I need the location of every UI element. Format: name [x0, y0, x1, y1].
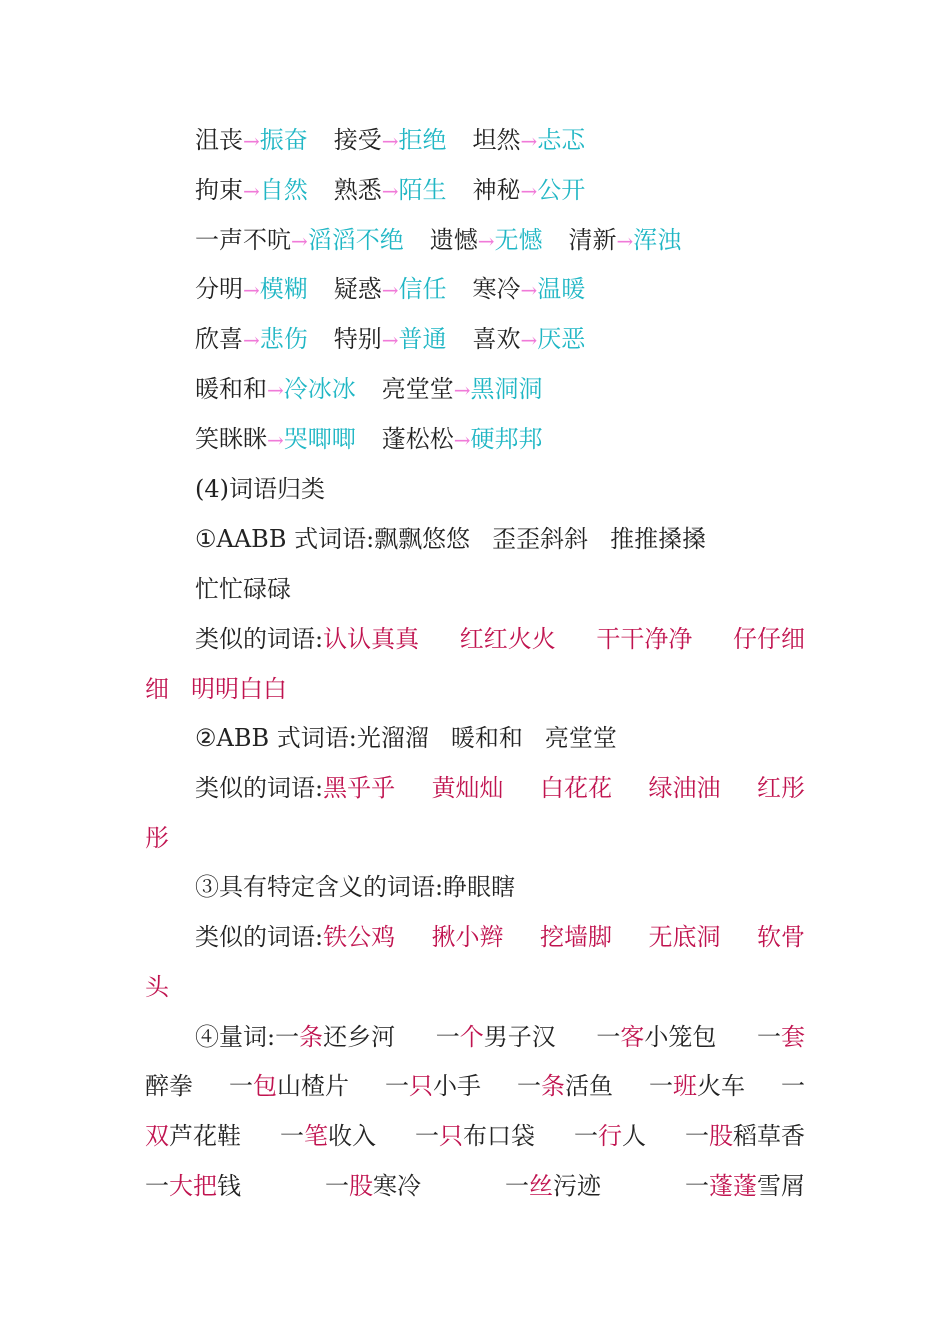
antonym-row [145, 269, 805, 309]
measure-item [229, 1066, 349, 1106]
measure-text: 火车 [697, 1072, 745, 1100]
antonym-word: 忐忑 [537, 126, 586, 154]
antonym-word: 无憾 [494, 225, 543, 254]
measure-word: 只 [409, 1072, 433, 1100]
abb-word: 暖和和 [450, 724, 523, 752]
measure-text: 小笼包 [644, 1023, 717, 1051]
similar-label: 类似的词语: [195, 774, 324, 802]
antonym-row [145, 419, 805, 459]
measure-text: 人 [622, 1122, 646, 1150]
measure-text: 一 [649, 1072, 673, 1100]
measure-word: 个 [459, 1023, 484, 1051]
arrow-icon: → [520, 178, 538, 203]
antonym-row [145, 319, 805, 359]
antonym-pair [473, 170, 586, 211]
arrow-icon: → [477, 228, 495, 253]
measure-word: 大把 [169, 1172, 217, 1200]
measure-line [145, 1166, 805, 1206]
similar-word: 明明白白 [191, 675, 287, 703]
measure-text: 雪屑 [757, 1172, 805, 1200]
word: 拘束 [195, 175, 243, 204]
measure-text: 一 [385, 1072, 409, 1100]
antonym-pair [195, 369, 356, 410]
measure-item [574, 1116, 646, 1156]
measure-item [145, 1166, 241, 1206]
antonym-pair [473, 269, 586, 310]
measure-word: 条 [299, 1023, 324, 1051]
arrow-icon: → [267, 378, 284, 402]
measure-label: ④量词: [195, 1023, 276, 1051]
measure-text: 一 [145, 1172, 169, 1200]
aabb-word: 忙忙碌碌 [195, 575, 291, 603]
antonym-pair [195, 220, 404, 261]
arrow-icon: → [381, 178, 399, 203]
measure-item [596, 1017, 716, 1057]
word: 欣喜 [195, 325, 243, 354]
aabb-similar-line-2 [145, 669, 805, 709]
measure-text: 一 [415, 1122, 439, 1150]
similar-word: 无底洞 [648, 923, 721, 951]
abb-label: ②ABB 式词语: [195, 724, 357, 752]
abb-word: 亮堂堂 [544, 724, 617, 752]
similar-word: 红红火火 [459, 625, 556, 653]
section-heading [145, 469, 805, 509]
measure-item [685, 1116, 805, 1156]
antonym-pair [430, 220, 543, 261]
antonym-pair [382, 419, 543, 460]
antonym-word: 冷冰冰 [283, 375, 356, 403]
measure-text: 一 [325, 1172, 349, 1200]
abb-similar-line-2 [145, 818, 805, 858]
measure-word: 丝 [529, 1172, 553, 1200]
measure-item [436, 1017, 556, 1057]
aabb-label: ①AABB 式词语: [195, 525, 375, 553]
section-heading-text: (4)词语归类 [195, 475, 325, 503]
antonym-word: 普通 [398, 325, 447, 354]
measure-word: 客 [620, 1023, 645, 1051]
measure-text: 还乡河 [323, 1023, 396, 1051]
similar-word: 黄灿灿 [431, 774, 504, 802]
similar-label: 类似的词语: [195, 923, 324, 951]
measure-text: 一 [781, 1072, 805, 1100]
antonym-word: 厌恶 [537, 325, 586, 354]
word: 清新 [568, 225, 617, 254]
word: 熟悉 [333, 175, 382, 204]
word: 一声不吭 [195, 225, 291, 254]
measure-item [505, 1166, 601, 1206]
word: 遗憾 [429, 225, 478, 254]
aabb-word: 飘飘悠悠 [374, 525, 471, 553]
measure-text: 小手 [433, 1072, 481, 1100]
antonym-word: 温暖 [537, 275, 586, 304]
special-similar-line-2 [145, 967, 805, 1007]
abb-similar-line [145, 768, 805, 808]
antonym-pair [334, 269, 447, 310]
similar-word: 细 [145, 675, 169, 703]
measure-item [517, 1066, 613, 1106]
measure-text: 山楂片 [277, 1072, 349, 1100]
abb-word: 光溜溜 [356, 724, 429, 752]
measure-text: 醉拳 [145, 1072, 193, 1100]
antonym-row [145, 369, 805, 409]
antonym-pair [382, 369, 543, 410]
word: 神秘 [472, 175, 521, 204]
similar-word: 仔仔细 [732, 625, 805, 653]
antonym-word: 拒绝 [398, 126, 447, 154]
antonym-pair [334, 319, 447, 360]
measure-text: 一 [275, 1023, 300, 1051]
similar-word: 软骨 [756, 923, 805, 951]
antonym-pair [473, 120, 586, 161]
antonym-pair [334, 170, 447, 211]
special-similar-line [145, 917, 805, 957]
measure-item [385, 1066, 481, 1106]
antonym-pair [195, 419, 356, 460]
measure-item [415, 1116, 535, 1156]
measure-text: 一 [596, 1023, 621, 1051]
measure-line [145, 1017, 805, 1057]
measure-word: 班 [673, 1072, 697, 1100]
similar-word: 黑乎乎 [323, 774, 396, 802]
aabb-line-2 [145, 569, 805, 609]
arrow-icon: → [453, 427, 471, 452]
aabb-line [145, 519, 805, 559]
measure-word: 只 [439, 1122, 463, 1150]
aabb-word: 推推搡搡 [610, 525, 707, 553]
arrow-icon: → [291, 228, 308, 253]
antonym-row [145, 220, 805, 260]
antonym-word: 悲伤 [259, 325, 308, 354]
measure-line [145, 1066, 805, 1106]
antonym-word: 模糊 [259, 275, 308, 304]
similar-word: 铁公鸡 [323, 923, 396, 951]
word: 蓬松松 [381, 424, 454, 453]
measure-text: 稻草香 [733, 1122, 805, 1150]
antonym-row [145, 120, 805, 160]
word: 沮丧 [195, 126, 243, 154]
word: 分明 [195, 275, 243, 304]
special-line [145, 867, 805, 907]
measure-text: 活鱼 [565, 1072, 613, 1100]
antonym-word: 浑浊 [633, 225, 682, 254]
antonym-pair [195, 120, 308, 161]
arrow-icon: → [520, 328, 538, 353]
arrow-icon: → [381, 328, 399, 353]
measure-text: 污迹 [553, 1172, 601, 1200]
similar-word: 揪小辫 [431, 923, 504, 951]
similar-word: 挖墙脚 [540, 923, 613, 951]
measure-text: 男子汉 [483, 1023, 556, 1051]
word: 笑眯眯 [195, 424, 267, 453]
arrow-icon: → [267, 427, 284, 452]
measure-text: 一 [685, 1172, 709, 1200]
measure-text: 一 [435, 1023, 460, 1051]
measure-text: 芦花鞋 [169, 1122, 241, 1150]
similar-word: 红彤 [756, 774, 805, 802]
arrow-icon: → [520, 278, 538, 303]
antonym-row [145, 170, 805, 210]
antonym-pair [473, 319, 586, 360]
measure-word: 包 [253, 1072, 277, 1100]
antonym-word: 自然 [259, 175, 308, 204]
antonym-pair [334, 120, 447, 161]
arrow-icon: → [243, 328, 260, 353]
similar-word: 绿油油 [648, 774, 721, 802]
antonym-word: 哭唧唧 [283, 424, 356, 453]
measure-text: 寒冷 [373, 1172, 421, 1200]
word: 特别 [333, 325, 382, 354]
word: 暖和和 [195, 375, 267, 403]
antonym-pair [195, 319, 308, 360]
special-label: ③具有特定含义的词语: [195, 873, 444, 901]
measure-word: 股 [349, 1172, 373, 1200]
antonym-word: 硬邦邦 [470, 424, 543, 453]
abb-line [145, 718, 805, 758]
measure-text: 钱 [217, 1172, 241, 1200]
measure-item [145, 1116, 241, 1156]
measure-line [145, 1116, 805, 1156]
measure-word: 股 [709, 1122, 733, 1150]
measure-word: 行 [598, 1122, 622, 1150]
measure-text: 一 [229, 1072, 253, 1100]
measure-word: 套 [780, 1023, 805, 1051]
antonym-word: 陌生 [398, 175, 447, 204]
antonym-word: 信任 [398, 275, 447, 304]
word: 喜欢 [472, 325, 521, 354]
arrow-icon: → [381, 278, 399, 303]
similar-label: 类似的词语: [195, 625, 324, 653]
measure-text: 收入 [328, 1122, 376, 1150]
arrow-icon: → [520, 129, 538, 153]
antonym-pair [195, 170, 308, 211]
measure-text: 一 [505, 1172, 529, 1200]
measure-item [685, 1166, 805, 1206]
special-word: 睁眼瞎 [443, 873, 516, 901]
antonym-word: 黑洞洞 [470, 375, 543, 403]
arrow-icon: → [616, 228, 634, 253]
aabb-similar-line [145, 619, 805, 659]
antonym-word: 滔滔不绝 [307, 225, 404, 254]
similar-word: 认认真真 [323, 625, 420, 653]
word: 亮堂堂 [381, 375, 454, 403]
arrow-icon: → [243, 278, 260, 303]
similar-word: 白花花 [540, 774, 613, 802]
measure-item [280, 1116, 376, 1156]
measure-item [195, 1017, 395, 1057]
measure-item [325, 1166, 421, 1206]
aabb-word: 歪歪斜斜 [492, 525, 589, 553]
measure-word: 双 [145, 1122, 169, 1150]
arrow-icon: → [243, 178, 260, 203]
similar-word: 头 [145, 973, 169, 1001]
antonym-pair [569, 220, 682, 261]
measure-item [649, 1066, 745, 1106]
measure-item [781, 1066, 805, 1106]
antonym-word: 公开 [537, 175, 586, 204]
word: 寒冷 [472, 275, 521, 304]
arrow-icon: → [381, 129, 399, 153]
measure-word: 条 [541, 1072, 565, 1100]
measure-word: 笔 [304, 1122, 328, 1150]
antonym-pair [195, 269, 308, 310]
measure-text: 布口袋 [463, 1122, 535, 1150]
measure-item [757, 1017, 805, 1057]
word: 坦然 [472, 126, 521, 154]
arrow-icon: → [243, 129, 260, 153]
similar-word: 彤 [145, 824, 169, 852]
word: 疑惑 [333, 275, 382, 304]
measure-text: 一 [685, 1122, 709, 1150]
similar-word: 干干净净 [596, 625, 693, 653]
measure-word: 蓬蓬 [709, 1172, 757, 1200]
measure-text: 一 [280, 1122, 304, 1150]
word: 接受 [333, 126, 382, 154]
arrow-icon: → [453, 378, 471, 402]
measure-item [145, 1066, 193, 1106]
antonym-word: 振奋 [259, 126, 308, 154]
measure-text: 一 [756, 1023, 781, 1051]
measure-text: 一 [517, 1072, 541, 1100]
measure-text: 一 [574, 1122, 598, 1150]
